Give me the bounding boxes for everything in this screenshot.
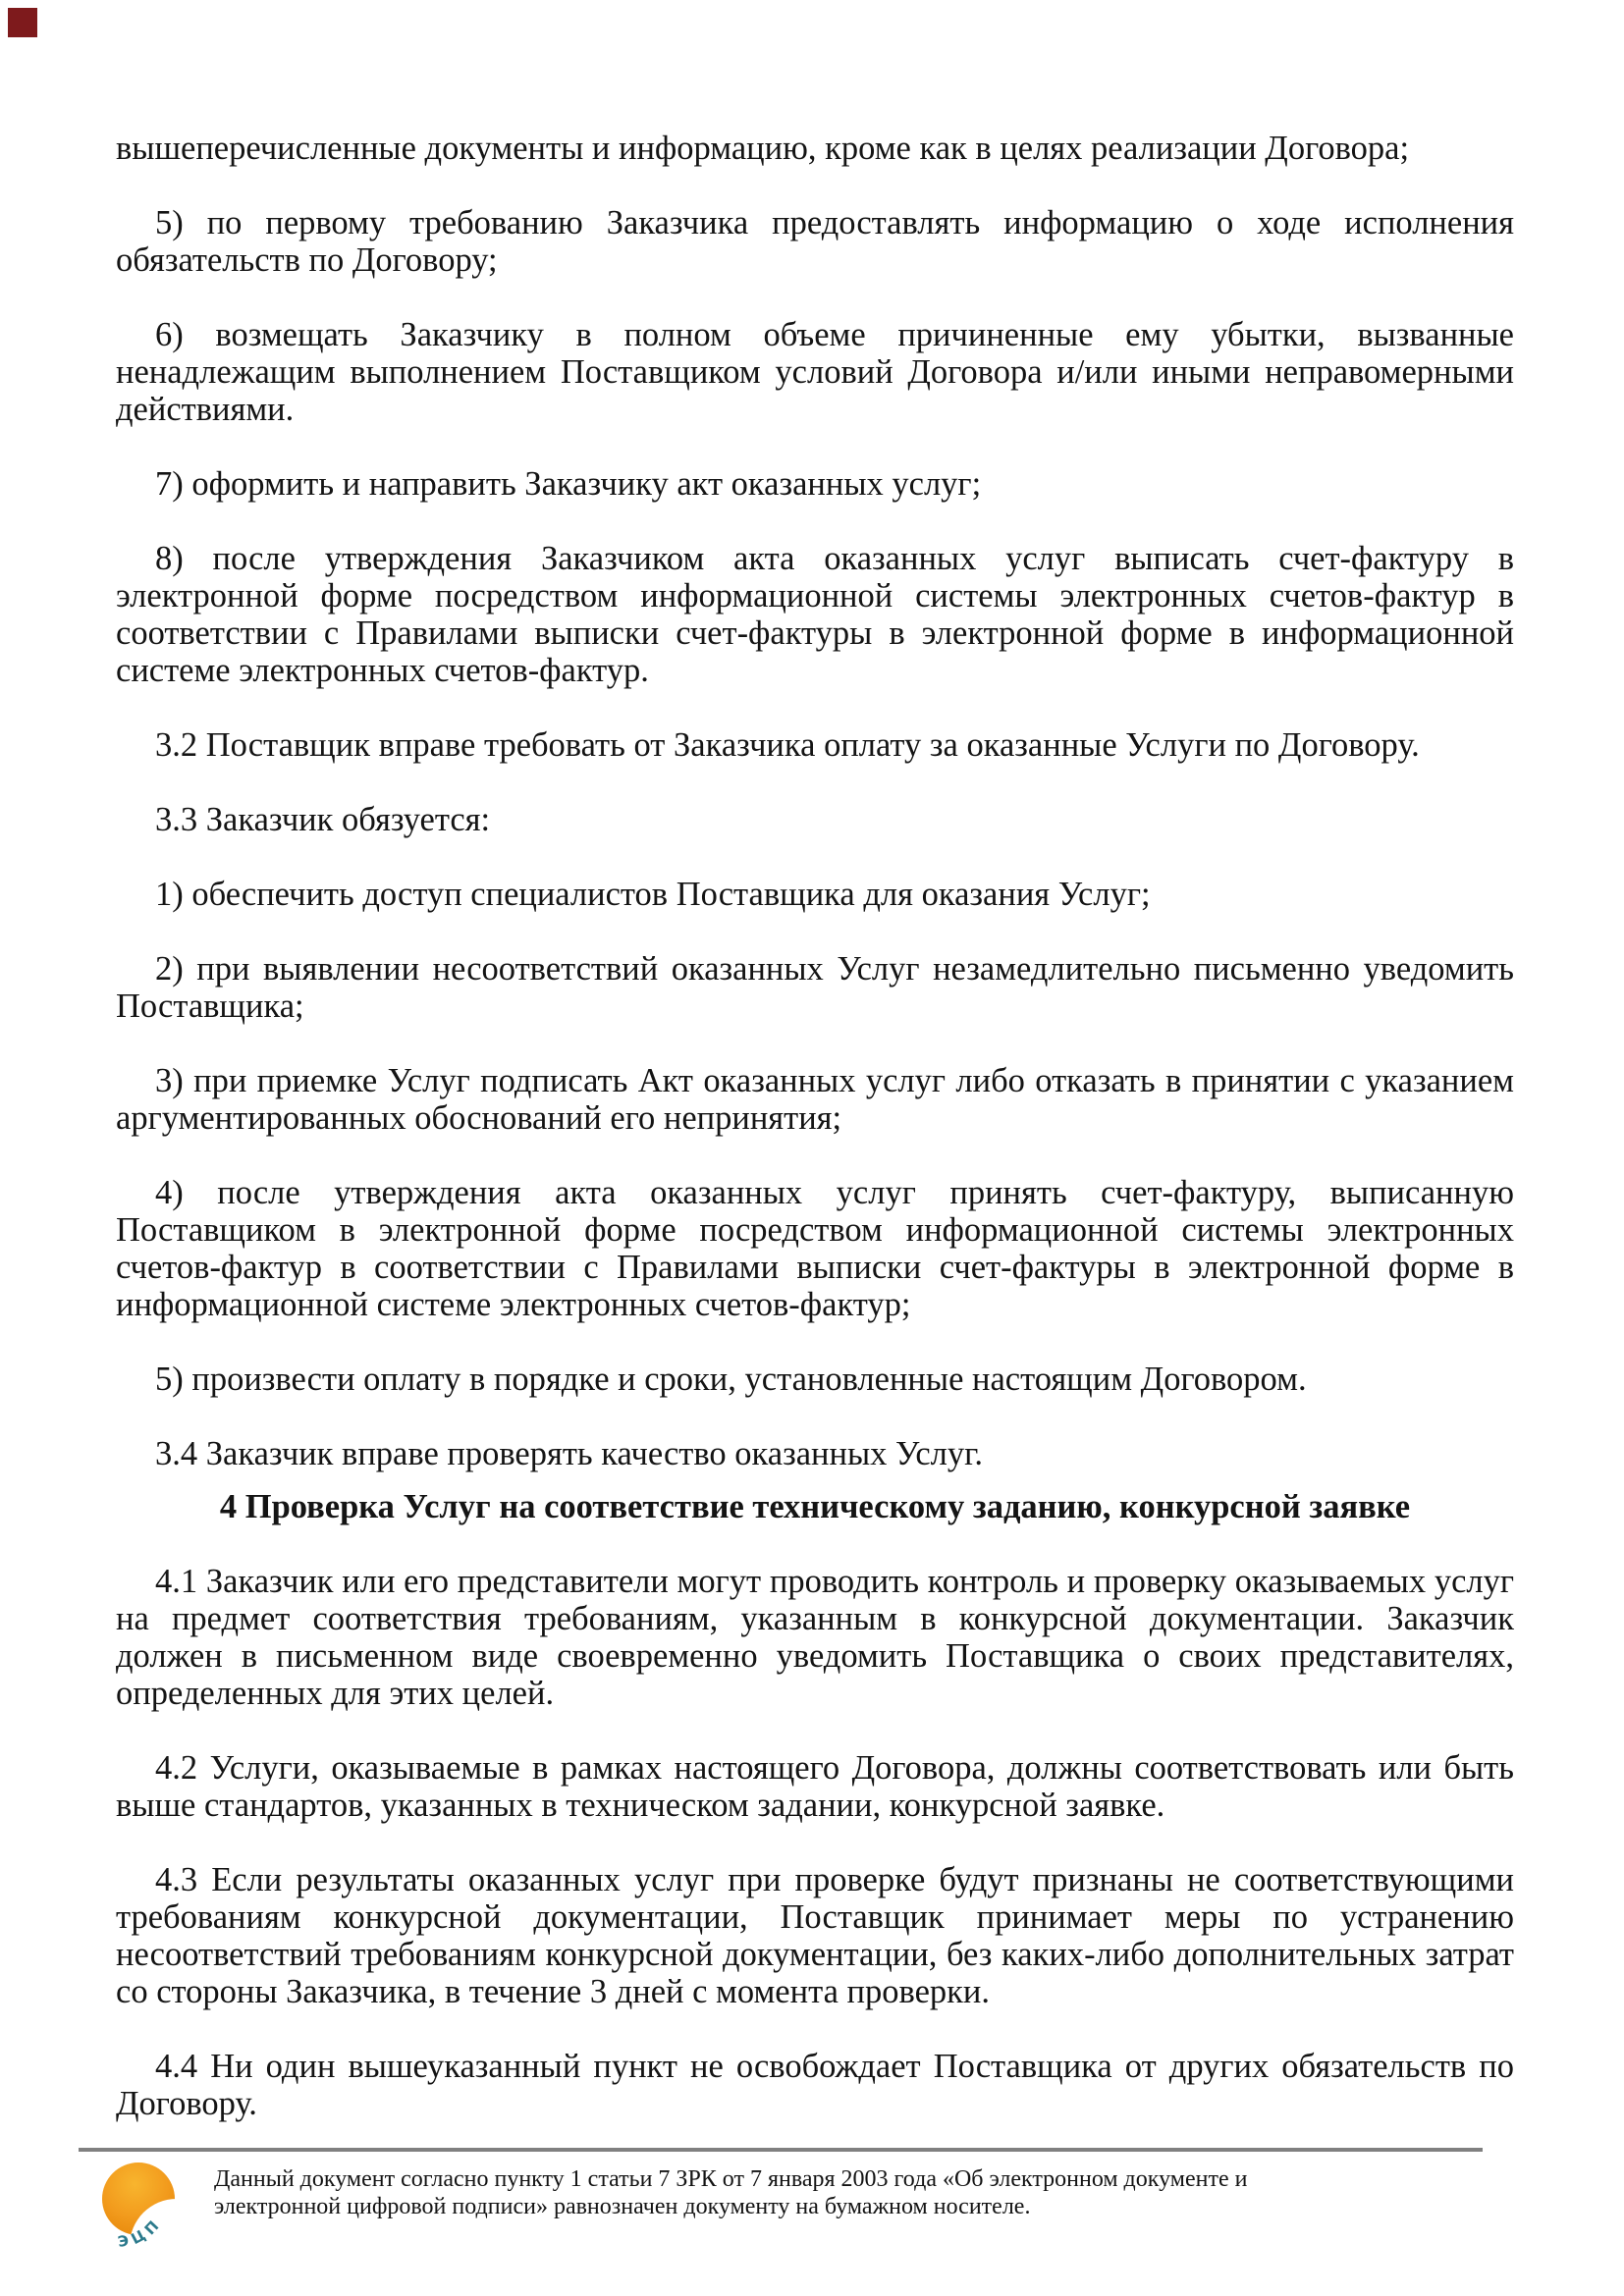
footer-notice: Данный документ согласно пункту 1 статьи 7 ЗРК от 7 января 2003 года «Об электронном документе и электронной цифровой подписи» равнозначен документу на бумажном носителе. bbox=[214, 2166, 1248, 2219]
stamp-letters: ЭЦП bbox=[116, 2214, 166, 2251]
paragraph: 4) после утверждения акта оказанных услуг принять счет-фактуру, выписанную Поставщиком в электронной форме посредством информационной системы электронных счетов-фактур в соответствии с Правилами выписки счет-фактуры в электронной форме в информационной системе электронных счетов-фактур; bbox=[116, 1174, 1514, 1323]
paragraph: 3.3 Заказчик обязуется: bbox=[155, 801, 491, 838]
paragraph: 3.2 Поставщик вправе требовать от Заказчика оплату за оказанные Услуги по Договору. bbox=[155, 726, 1420, 764]
paragraph: 4.1 Заказчик или его представители могут проводить контроль и проверку оказываемых услуг на предмет соответствия требованиям, указанным в конкурсной документации. Заказчик должен в письменном виде своевременно уведомить Поставщика о своих представителях, определенных для этих целей. bbox=[116, 1563, 1514, 1712]
corner-marker bbox=[8, 8, 37, 37]
paragraph: 7) оформить и направить Заказчику акт оказанных услуг; bbox=[155, 465, 982, 503]
paragraph: 5) произвести оплату в порядке и сроки, установленные настоящим Договором. bbox=[155, 1361, 1307, 1398]
paragraph: 8) после утверждения Заказчиком акта оказанных услуг выписать счет-фактуру в электронной форме посредством информационной системы электронных счетов-фактур в соответствии с Правилами выписки счет-фактуры в электронной форме в информационной системе электронных счетов-фактур. bbox=[116, 540, 1514, 689]
paragraph: 4.2 Услуги, оказываемые в рамках настоящего Договора, должны соответствовать или быть выше стандартов, указанных в техническом задании, конкурсной заявке. bbox=[116, 1749, 1514, 1824]
contract-text-body bbox=[116, 130, 1514, 2160]
esign-stamp-icon bbox=[96, 2162, 187, 2252]
paragraph: вышеперечисленные документы и информацию, кроме как в целях реализации Договора; bbox=[116, 130, 1410, 167]
paragraph: 5) по первому требованию Заказчика предоставлять информацию о ходе исполнения обязательств по Договору; bbox=[116, 204, 1514, 279]
paragraph: 3.4 Заказчик вправе проверять качество оказанных Услуг. bbox=[155, 1435, 983, 1472]
paragraph: 4.3 Если результаты оказанных услуг при проверке будут признаны не соответствующими требованиям конкурсной документации, Поставщик принимает меры по устранению несоответствий требованиям конкурсной документации, без каких-либо дополнительных затрат со стороны Заказчика, в течение 3 дней с момента проверки. bbox=[116, 1861, 1514, 2010]
paragraph: 2) при выявлении несоответствий оказанных Услуг незамедлительно письменно уведомить Поставщика; bbox=[116, 950, 1514, 1025]
paragraph: 3) при приемке Услуг подписать Акт оказанных услуг либо отказать в принятии с указанием аргументированных обоснований его непринятия; bbox=[116, 1062, 1514, 1137]
paragraph: 6) возмещать Заказчику в полном объеме причиненные ему убытки, вызванные ненадлежащим выполнением Поставщиком условий Договора и/или иными неправомерными действиями. bbox=[116, 316, 1514, 428]
paragraph: 4.4 Ни один вышеуказанный пункт не освобождает Поставщика от других обязательств по Договору. bbox=[116, 2048, 1514, 2122]
footer-divider bbox=[79, 2148, 1483, 2152]
paragraph: 1) обеспечить доступ специалистов Поставщика для оказания Услуг; bbox=[155, 876, 1151, 913]
section-heading: 4 Проверка Услуг на соответствие техническому заданию, конкурсной заявке bbox=[219, 1488, 1411, 1525]
